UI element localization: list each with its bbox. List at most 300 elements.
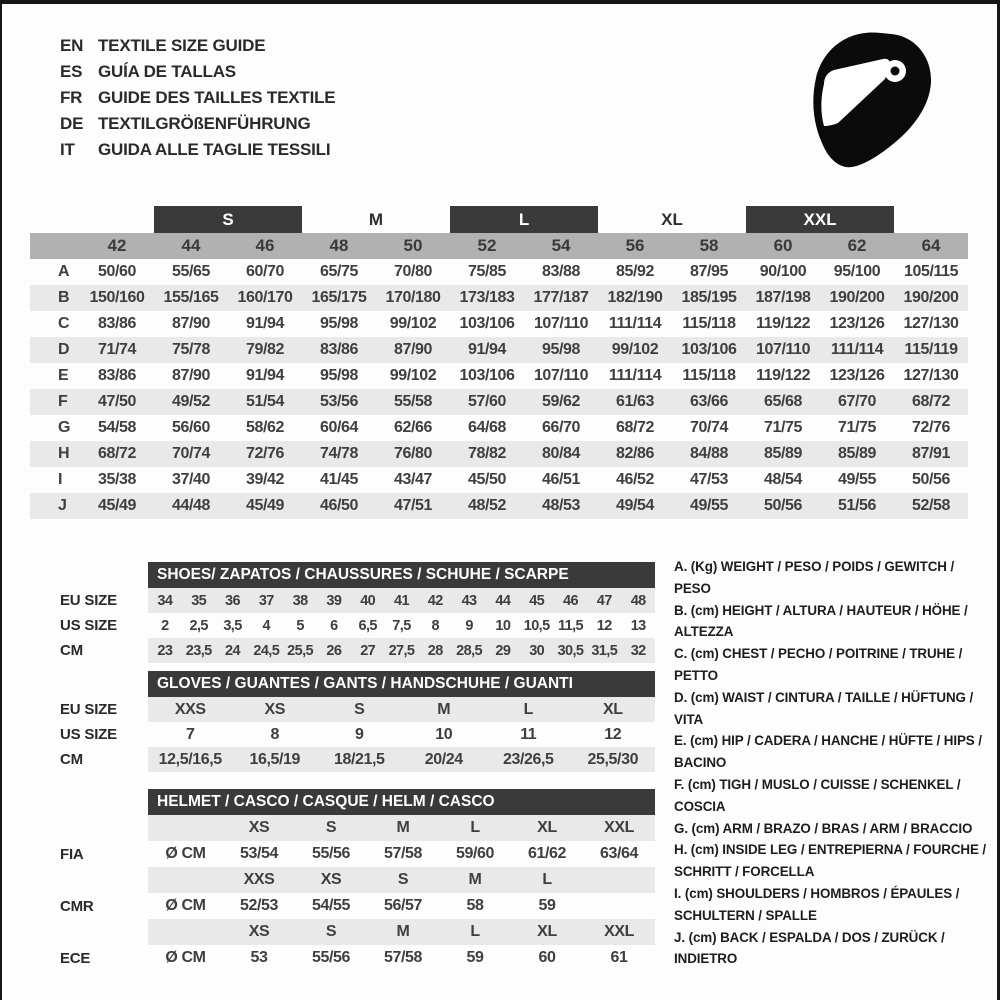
size-value: M xyxy=(402,697,487,722)
helmet-size-label: M xyxy=(367,919,439,945)
size-value: 38 xyxy=(283,588,317,613)
legend-item-c xyxy=(674,643,989,687)
shoes-size-table xyxy=(30,562,655,663)
size-value: 35 xyxy=(182,588,216,613)
legend-line: C. (cm) CHEST / PECHO / POITRINE / TRUHE / PETTO xyxy=(674,646,963,683)
size-value: 39 xyxy=(317,588,351,613)
size-value: 42 xyxy=(418,588,452,613)
size-value: 12 xyxy=(596,617,612,634)
us-size-row xyxy=(30,722,655,747)
size-value: 23 xyxy=(148,638,182,663)
helmet-table-title: HELMET / CASCO / CASQUE / HELM / CASCO xyxy=(148,789,655,815)
helmet-size-value: 60 xyxy=(538,949,556,966)
measure-value: 107/110 xyxy=(533,367,589,384)
legend-line: SCHRITT / FORCELLA xyxy=(674,864,815,880)
measure-value: 46/52 xyxy=(616,471,655,488)
measure-value: 119/122 xyxy=(755,367,811,384)
legend-item-g xyxy=(674,818,989,840)
helmet-size-label: M xyxy=(439,867,511,893)
band-spacer xyxy=(80,206,154,233)
measure-value: 50/60 xyxy=(97,263,137,280)
size-value: 12,5/16,5 xyxy=(148,747,233,772)
size-value: 25,5 xyxy=(283,638,317,663)
language-code: DE xyxy=(60,114,84,133)
measure-value: 51/54 xyxy=(228,389,302,415)
helmet-header-row xyxy=(30,789,655,815)
size-band-xxl: XXL xyxy=(746,206,894,233)
measure-value: 53/56 xyxy=(302,389,376,415)
gloves-header-row xyxy=(30,671,655,697)
measure-value: 49/52 xyxy=(154,389,228,415)
measure-value: 87/90 xyxy=(171,367,211,384)
size-value: 5 xyxy=(296,617,304,634)
size-value: 12 xyxy=(604,725,622,743)
measure-value: 84/88 xyxy=(672,441,746,467)
size-value: 16,5/19 xyxy=(233,747,318,772)
helmet-size-value: 53 xyxy=(250,949,268,966)
measure-value: 46/51 xyxy=(542,471,581,488)
measure-value: 75/85 xyxy=(467,263,507,280)
size-value: 29 xyxy=(486,638,520,663)
measure-value: 60/64 xyxy=(319,419,359,436)
helmet-size-value: 59 xyxy=(466,949,484,966)
measure-value: 76/80 xyxy=(376,441,450,467)
measure-value: 127/130 xyxy=(903,367,959,384)
measure-value: 79/82 xyxy=(228,337,302,363)
size-value: 9 xyxy=(355,725,364,743)
eu-size-row xyxy=(30,588,655,613)
size-value: 7 xyxy=(186,725,195,743)
measure-value: 165/175 xyxy=(302,285,376,311)
size-value: 31,5 xyxy=(587,638,621,663)
measure-value: 71/74 xyxy=(80,337,154,363)
measure-value: 190/200 xyxy=(894,285,968,311)
measure-value: 44/48 xyxy=(154,493,228,519)
spacer-cell xyxy=(30,815,148,841)
measure-row-j xyxy=(30,493,968,519)
measure-value: 47/50 xyxy=(80,389,154,415)
measure-value: 49/55 xyxy=(672,493,746,519)
measure-row-h xyxy=(30,441,968,467)
measure-value: 91/94 xyxy=(245,367,285,384)
gloves-table-title: GLOVES / GUANTES / GANTS / HANDSCHUHE / GUANTI xyxy=(148,671,655,697)
legend-line: SCHULTERN / SPALLE xyxy=(674,907,817,923)
spacer-cell xyxy=(30,671,148,697)
measure-row-a xyxy=(30,259,968,285)
measure-value: 85/92 xyxy=(616,263,655,280)
helmet-size-label: XL xyxy=(511,919,583,945)
legend-line: G. (cm) ARM / BRAZO / BRAS / ARM / BRACCIO xyxy=(674,820,973,836)
helmet-size-label: S xyxy=(367,867,439,893)
legend-line: F. (cm) TIGH / MUSLO / CUISSE / SCHENKEL / COSCIA xyxy=(674,776,961,814)
size-band-row xyxy=(30,206,968,233)
measure-value: 39/42 xyxy=(245,471,285,488)
size-value: 30 xyxy=(520,638,554,663)
size-value: 6 xyxy=(330,617,338,634)
measure-value: 65/75 xyxy=(319,263,359,280)
legend-item-b xyxy=(674,600,989,644)
helmet-size-value: 58 xyxy=(466,897,484,914)
measure-value: 58/62 xyxy=(245,419,285,436)
legend-line: I. (cm) SHOULDERS / HOMBROS / ÉPAULES / xyxy=(674,885,960,901)
measure-value: 75/78 xyxy=(154,337,228,363)
measure-value: 170/180 xyxy=(376,285,450,311)
spacer-cell xyxy=(30,919,148,945)
measure-value: 111/114 xyxy=(608,367,662,384)
numeric-size: 60 xyxy=(746,233,820,259)
measure-value: 111/114 xyxy=(608,315,662,332)
measure-value: 71/75 xyxy=(838,419,877,436)
measure-value: 68/72 xyxy=(616,419,655,436)
size-value: 10 xyxy=(435,725,453,743)
helmet-size-value: 61/62 xyxy=(527,845,567,862)
size-value: S xyxy=(317,697,402,722)
measure-value: 103/106 xyxy=(459,367,515,384)
row-label: CM xyxy=(60,751,83,768)
standard-label: ECE xyxy=(60,949,91,967)
measure-value: 87/90 xyxy=(376,337,450,363)
helmet-size-value: 57/58 xyxy=(383,845,423,862)
size-value: 10,5 xyxy=(523,617,550,634)
measure-value: 37/40 xyxy=(171,471,211,488)
size-value: 28 xyxy=(418,638,452,663)
shoes-table-title: SHOES/ ZAPATOS / CHAUSSURES / SCHUHE / SCARPE xyxy=(148,562,655,588)
helmet-size-label: L xyxy=(439,919,511,945)
measure-value: 49/55 xyxy=(838,471,877,488)
measure-value: 95/100 xyxy=(833,263,881,280)
measure-value: 83/88 xyxy=(542,263,581,280)
measure-value: 83/86 xyxy=(97,367,137,384)
size-band-s: S xyxy=(154,206,302,233)
measure-value: 47/51 xyxy=(376,493,450,519)
row-letter: B xyxy=(30,285,80,311)
numeric-size: 48 xyxy=(302,233,376,259)
numeric-size: 56 xyxy=(598,233,672,259)
textile-measure-rows xyxy=(30,259,968,519)
helmet-size-label: L xyxy=(511,867,583,893)
size-value: 9 xyxy=(465,617,473,634)
measure-value: 46/50 xyxy=(302,493,376,519)
helmet-size-value: 59 xyxy=(538,897,556,914)
helmet-size-label: XXS xyxy=(223,867,295,893)
measure-value: 83/86 xyxy=(302,337,376,363)
measure-value: 85/89 xyxy=(820,441,894,467)
language-code: IT xyxy=(60,140,75,159)
row-letter: J xyxy=(30,493,80,519)
measure-value: 41/45 xyxy=(319,471,359,488)
language-code: FR xyxy=(60,88,83,107)
language-row xyxy=(60,111,335,137)
helmet-size-label: S xyxy=(295,815,367,841)
measure-value: 51/56 xyxy=(820,493,894,519)
helmet-size-label: XS xyxy=(223,919,295,945)
measure-value: 111/114 xyxy=(820,337,894,363)
measure-value: 90/100 xyxy=(759,263,807,280)
measure-value: 91/94 xyxy=(450,337,524,363)
measure-value: 67/70 xyxy=(820,389,894,415)
measure-value: 55/65 xyxy=(171,263,211,280)
legend-line: B. (cm) HEIGHT / ALTURA / HAUTEUR / HÖHE / ALTEZZA xyxy=(674,602,968,640)
size-value: 36 xyxy=(216,588,250,613)
size-value: 28,5 xyxy=(452,638,486,663)
language-code: ES xyxy=(60,62,83,81)
numeric-size: 62 xyxy=(820,233,894,259)
language-row xyxy=(60,137,335,163)
guide-title: TEXTILGRÖßENFÜHRUNG xyxy=(98,114,311,133)
measure-row-c xyxy=(30,311,968,337)
measure-value: 45/49 xyxy=(228,493,302,519)
size-value: 34 xyxy=(148,588,182,613)
row-letter: H xyxy=(30,441,80,467)
measure-value: 66/70 xyxy=(542,419,581,436)
measure-value: 55/58 xyxy=(376,389,450,415)
us-size-row xyxy=(30,613,655,638)
measure-value: 99/102 xyxy=(389,367,437,384)
spacer-cell xyxy=(30,789,148,815)
helmet-size-label: XXL xyxy=(583,919,655,945)
numeric-size: 50 xyxy=(376,233,450,259)
helmet-size-label: L xyxy=(439,815,511,841)
row-letter: E xyxy=(58,367,69,384)
helmet-size-value xyxy=(583,893,655,919)
standard-label: CMR xyxy=(60,897,94,915)
size-value: 30,5 xyxy=(554,638,588,663)
measure-value: 83/86 xyxy=(97,315,137,332)
unit-spacer xyxy=(148,867,223,893)
textile-size-table xyxy=(30,206,968,519)
helmet-size-table xyxy=(30,789,655,971)
measure-value: 45/50 xyxy=(467,471,507,488)
measure-value: 103/106 xyxy=(459,315,515,332)
measure-value: 50/56 xyxy=(746,493,820,519)
numeric-size: 64 xyxy=(894,233,968,259)
size-value: 23/26,5 xyxy=(486,747,571,772)
measure-value: 99/102 xyxy=(598,337,672,363)
measure-value: 185/195 xyxy=(672,285,746,311)
measure-value: 155/165 xyxy=(154,285,228,311)
unit-spacer xyxy=(148,815,223,841)
helmet-size-label: XL xyxy=(511,815,583,841)
measure-value: 54/58 xyxy=(97,419,137,436)
size-value: 8 xyxy=(270,725,279,743)
measure-value: 71/75 xyxy=(764,419,803,436)
size-value: 48 xyxy=(621,588,655,613)
helmet-size-value: 63/64 xyxy=(600,845,639,862)
measure-value: 47/53 xyxy=(690,471,729,488)
legend-item-a xyxy=(674,556,989,600)
legend-line: J. (cm) BACK / ESPALDA / DOS / ZURÜCK / INDIETRO xyxy=(674,929,945,967)
helmet-size-row xyxy=(30,867,655,893)
helmet-standard-row-cmr xyxy=(30,893,655,919)
measure-value: 95/98 xyxy=(524,337,598,363)
measure-value: 62/66 xyxy=(393,419,433,436)
size-band-l: L xyxy=(450,206,598,233)
helmet-size-value: 55/56 xyxy=(311,845,351,862)
measure-value: 150/160 xyxy=(80,285,154,311)
measure-value: 190/200 xyxy=(820,285,894,311)
row-letter: D xyxy=(30,337,80,363)
eu-size-row xyxy=(30,697,655,722)
size-value: 41 xyxy=(385,588,419,613)
size-band-m: M xyxy=(368,209,384,229)
measure-value: 35/38 xyxy=(97,471,137,488)
measure-row-i xyxy=(30,467,968,493)
size-value: 27 xyxy=(351,638,385,663)
size-value: 24 xyxy=(216,638,250,663)
measure-value: 68/72 xyxy=(80,441,154,467)
measure-value: 91/94 xyxy=(245,315,285,332)
measure-value: 70/80 xyxy=(393,263,433,280)
measure-value: 115/119 xyxy=(894,337,968,363)
size-value: 45 xyxy=(520,588,554,613)
size-value: 24,5 xyxy=(249,638,283,663)
numeric-size: 44 xyxy=(154,233,228,259)
helmet-size-value: 61 xyxy=(610,949,628,966)
legend-line: H. (cm) INSIDE LEG / ENTREPIERNA / FOURCHE / xyxy=(674,842,987,858)
measure-row-g xyxy=(30,415,968,441)
size-value: 43 xyxy=(452,588,486,613)
measure-value: 50/56 xyxy=(912,471,951,488)
size-value: 26 xyxy=(317,638,351,663)
measure-value: 68/72 xyxy=(894,389,968,415)
measurement-legend xyxy=(674,556,989,970)
helmet-size-value: 55/56 xyxy=(311,949,351,966)
measure-value: 80/84 xyxy=(524,441,598,467)
title-language-block xyxy=(60,33,335,163)
measure-value: 65/68 xyxy=(746,389,820,415)
size-value: 2,5 xyxy=(189,617,208,634)
row-letter: A xyxy=(58,263,70,280)
measure-row-b xyxy=(30,285,968,311)
helmet-size-label: XS xyxy=(295,867,367,893)
page-border-top xyxy=(0,0,1000,4)
page-border-left xyxy=(0,0,2,1000)
helmet-size-label: XS xyxy=(223,815,295,841)
size-value: 13 xyxy=(630,617,646,634)
size-value: 18/21,5 xyxy=(317,747,402,772)
corner-cell xyxy=(30,233,80,259)
numeric-size: 42 xyxy=(80,233,154,259)
measure-value: 63/66 xyxy=(672,389,746,415)
measure-value: 70/74 xyxy=(690,419,729,436)
size-value: 2 xyxy=(161,617,169,634)
measure-value: 72/76 xyxy=(912,419,951,436)
measure-value: 45/49 xyxy=(80,493,154,519)
measure-value: 59/62 xyxy=(524,389,598,415)
measure-value: 48/52 xyxy=(450,493,524,519)
legend-item-i xyxy=(674,883,989,927)
measure-value: 127/130 xyxy=(903,315,959,332)
measure-value: 177/187 xyxy=(524,285,598,311)
size-value: XXS xyxy=(148,697,233,722)
racing-helmet-icon xyxy=(803,26,943,176)
size-value: 27,5 xyxy=(385,638,419,663)
language-code: EN xyxy=(60,36,84,55)
legend-item-e xyxy=(674,730,989,774)
language-row xyxy=(60,59,335,85)
measure-value: 107/110 xyxy=(746,337,820,363)
measure-value: 61/63 xyxy=(598,389,672,415)
standard-label: FIA xyxy=(60,845,84,863)
measure-row-d xyxy=(30,337,968,363)
measure-value: 187/198 xyxy=(746,285,820,311)
diameter-unit: Ø CM xyxy=(165,949,206,966)
measure-value: 85/89 xyxy=(746,441,820,467)
helmet-size-value: 54/55 xyxy=(311,897,351,914)
legend-item-j xyxy=(674,927,989,971)
guide-title: GUIDA ALLE TAGLIE TESSILI xyxy=(98,140,331,159)
row-label: CM xyxy=(60,642,83,659)
size-value: 3,5 xyxy=(223,617,242,634)
corner-cell xyxy=(30,206,80,233)
measure-value: 119/122 xyxy=(755,315,811,332)
row-label: EU SIZE xyxy=(60,592,117,609)
size-value: 6,5 xyxy=(358,617,377,634)
measure-value: 64/68 xyxy=(467,419,507,436)
measure-value: 107/110 xyxy=(533,315,589,332)
row-label: EU SIZE xyxy=(60,701,117,718)
measure-value: 78/82 xyxy=(450,441,524,467)
measure-row-e xyxy=(30,363,968,389)
guide-title: TEXTILE SIZE GUIDE xyxy=(98,36,266,55)
guide-title: GUÍA DE TALLAS xyxy=(98,62,236,81)
measure-row-f xyxy=(30,389,968,415)
measure-value: 95/98 xyxy=(319,367,359,384)
measure-value: 103/106 xyxy=(672,337,746,363)
size-value: 25,5/30 xyxy=(571,747,656,772)
measure-value: 123/126 xyxy=(829,367,885,384)
measure-value: 72/76 xyxy=(228,441,302,467)
measure-value: 115/118 xyxy=(682,315,736,332)
measure-value: 49/54 xyxy=(598,493,672,519)
legend-line: D. (cm) WAIST / CINTURA / TAILLE / HÜFTUNG / VITA xyxy=(674,689,974,727)
size-value: 4 xyxy=(262,617,271,634)
numeric-size: 46 xyxy=(228,233,302,259)
row-letter: C xyxy=(58,315,70,332)
helmet-size-label: M xyxy=(367,815,439,841)
visor-pivot-dot xyxy=(891,67,900,76)
row-label: US SIZE xyxy=(60,726,117,743)
measure-value: 173/183 xyxy=(450,285,524,311)
measure-value: 95/98 xyxy=(319,315,359,332)
helmet-size-value: 52/53 xyxy=(239,897,279,914)
size-value: 32 xyxy=(621,638,655,663)
measure-value: 87/91 xyxy=(894,441,968,467)
language-row xyxy=(60,33,335,59)
measure-value: 99/102 xyxy=(389,315,437,332)
measure-value: 48/54 xyxy=(764,471,803,488)
helmet-size-value: 56/57 xyxy=(383,897,423,914)
size-value: 37 xyxy=(249,588,283,613)
diameter-unit: Ø CM xyxy=(165,897,206,914)
numeric-size-row xyxy=(30,233,968,259)
helmet-size-row xyxy=(30,815,655,841)
helmet-size-label: XXL xyxy=(583,815,655,841)
size-value: 10 xyxy=(495,617,511,634)
helmet-standard-row-ece xyxy=(30,945,655,971)
size-value: 23,5 xyxy=(182,638,216,663)
legend-item-d xyxy=(674,687,989,731)
row-letter: F xyxy=(30,389,80,415)
measure-value: 56/60 xyxy=(171,419,211,436)
row-letter: G xyxy=(58,419,71,436)
size-value: 40 xyxy=(351,588,385,613)
gloves-size-table xyxy=(30,671,655,772)
diameter-unit: Ø CM xyxy=(165,845,206,862)
measure-value: 43/47 xyxy=(393,471,433,488)
size-value: 44 xyxy=(486,588,520,613)
helmet-size-label: S xyxy=(295,919,367,945)
